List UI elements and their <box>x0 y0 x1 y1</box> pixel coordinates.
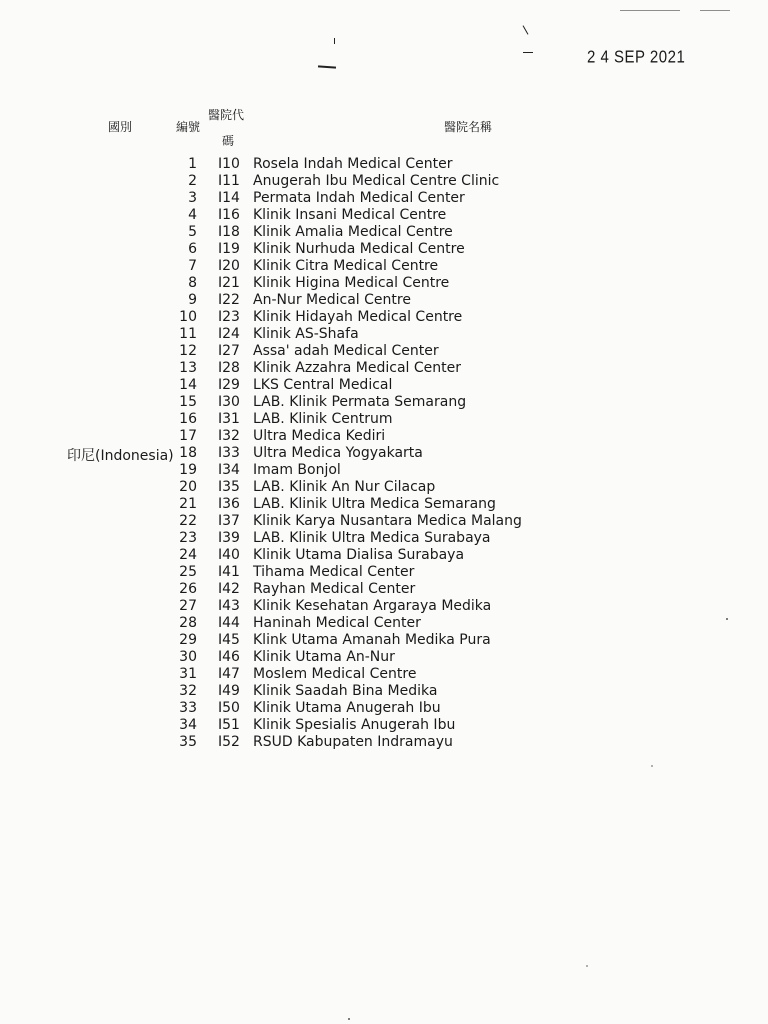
hospital-code: I52 <box>218 734 240 750</box>
table-row <box>0 666 768 683</box>
hospital-code: I42 <box>218 581 240 597</box>
hospital-name: Klinik Nurhuda Medical Centre <box>253 241 465 257</box>
row-number: 21 <box>179 496 197 512</box>
hospital-code: I16 <box>218 207 240 223</box>
hospital-code: I39 <box>218 530 240 546</box>
hospital-name: Klink Utama Amanah Medika Pura <box>253 632 491 648</box>
row-number: 27 <box>179 598 197 614</box>
row-number: 24 <box>179 547 197 563</box>
hospital-name: LAB. Klinik An Nur Cilacap <box>253 479 436 495</box>
hospital-name: Klinik Citra Medical Centre <box>253 258 439 274</box>
row-number: 10 <box>179 309 197 325</box>
hospital-code: I20 <box>218 258 240 274</box>
row-number: 29 <box>179 632 197 648</box>
row-number: 33 <box>179 700 197 716</box>
row-number: 25 <box>179 564 197 580</box>
hospital-code: I11 <box>218 173 240 189</box>
hospital-code: I27 <box>218 343 240 359</box>
hospital-name: Anugerah Ibu Medical Centre Clinic <box>253 173 500 189</box>
hospital-name: Klinik AS-Shafa <box>253 326 359 342</box>
hospital-name: Tihama Medical Center <box>253 564 415 580</box>
hospital-name: Klinik Utama Dialisa Surabaya <box>253 547 465 563</box>
table-row <box>0 445 768 462</box>
row-number: 35 <box>179 734 197 750</box>
scan-mark <box>523 25 529 34</box>
hospital-code: I44 <box>218 615 240 631</box>
row-number: 12 <box>179 343 197 359</box>
row-number: 31 <box>179 666 197 682</box>
hospital-code: I21 <box>218 275 240 291</box>
table-row <box>0 462 768 479</box>
hospital-code: I36 <box>218 496 240 512</box>
hospital-name: Rosela Indah Medical Center <box>253 156 453 172</box>
row-number: 7 <box>188 258 197 274</box>
hospital-name: Klinik Spesialis Anugerah Ibu <box>253 717 456 733</box>
scan-speck <box>348 1018 350 1020</box>
hospital-name: Klinik Azzahra Medical Center <box>253 360 461 376</box>
hospital-name: RSUD Kabupaten Indramayu <box>253 734 453 750</box>
hospital-name: LAB. Klinik Ultra Medica Semarang <box>253 496 496 512</box>
hospital-list <box>0 156 768 751</box>
header-code-line2: 碼 <box>222 134 235 148</box>
row-number: 34 <box>179 717 197 733</box>
hospital-code: I49 <box>218 683 240 699</box>
hospital-code: I29 <box>218 377 240 393</box>
row-number: 28 <box>179 615 197 631</box>
table-row <box>0 479 768 496</box>
row-number: 1 <box>188 156 197 172</box>
row-number: 15 <box>179 394 197 410</box>
row-number: 22 <box>179 513 197 529</box>
hospital-code: I51 <box>218 717 240 733</box>
hospital-name: Klinik Karya Nusantara Medica Malang <box>253 513 522 529</box>
hospital-code: I23 <box>218 309 240 325</box>
hospital-name: Klinik Insani Medical Centre <box>253 207 447 223</box>
hospital-name: LKS Central Medical <box>253 377 393 393</box>
hospital-name: Klinik Kesehatan Argaraya Medika <box>253 598 492 614</box>
date-stamp: 2 4 SEP 2021 <box>587 47 686 68</box>
table-row <box>0 530 768 547</box>
scan-speck <box>651 765 653 767</box>
scan-mark <box>523 52 533 53</box>
row-number: 4 <box>188 207 197 223</box>
table-row <box>0 632 768 649</box>
table-row <box>0 224 768 241</box>
table-row <box>0 207 768 224</box>
hospital-name: Permata Indah Medical Center <box>253 190 465 206</box>
hospital-code: I37 <box>218 513 240 529</box>
hospital-name: Haninah Medical Center <box>253 615 421 631</box>
hospital-code: I22 <box>218 292 240 308</box>
table-row <box>0 360 768 377</box>
hospital-code: I24 <box>218 326 240 342</box>
table-row <box>0 411 768 428</box>
row-number: 23 <box>179 530 197 546</box>
header-number: 編號 <box>176 120 201 134</box>
table-row <box>0 275 768 292</box>
hospital-name: LAB. Klinik Centrum <box>253 411 393 427</box>
hospital-name: Rayhan Medical Center <box>253 581 416 597</box>
table-row <box>0 258 768 275</box>
scan-mark <box>620 10 680 11</box>
table-row <box>0 649 768 666</box>
table-row <box>0 377 768 394</box>
country-label: 印尼(Indonesia) <box>67 448 174 464</box>
row-number: 11 <box>179 326 197 342</box>
hospital-code: I41 <box>218 564 240 580</box>
row-number: 26 <box>179 581 197 597</box>
hospital-code: I50 <box>218 700 240 716</box>
row-number: 32 <box>179 683 197 699</box>
row-number: 5 <box>188 224 197 240</box>
table-row <box>0 326 768 343</box>
hospital-name: LAB. Klinik Permata Semarang <box>253 394 467 410</box>
table-row <box>0 173 768 190</box>
hospital-code: I43 <box>218 598 240 614</box>
table-row <box>0 343 768 360</box>
row-number: 18 <box>179 445 197 461</box>
hospital-code: I32 <box>218 428 240 444</box>
row-number: 16 <box>179 411 197 427</box>
table-row <box>0 683 768 700</box>
table-row <box>0 513 768 530</box>
row-number: 19 <box>179 462 197 478</box>
table-row <box>0 309 768 326</box>
hospital-code: I14 <box>218 190 240 206</box>
hospital-name: Klinik Amalia Medical Centre <box>253 224 453 240</box>
row-number: 14 <box>179 377 197 393</box>
header-code-line1: 醫院代 <box>208 108 245 122</box>
hospital-name: Klinik Utama Anugerah Ibu <box>253 700 441 716</box>
hospital-code: I40 <box>218 547 240 563</box>
row-number: 20 <box>179 479 197 495</box>
table-row <box>0 598 768 615</box>
row-number: 30 <box>179 649 197 665</box>
table-row <box>0 700 768 717</box>
row-number: 3 <box>188 190 197 206</box>
hospital-name: Klinik Utama An-Nur <box>253 649 395 665</box>
hospital-code: I19 <box>218 241 240 257</box>
hospital-code: I31 <box>218 411 240 427</box>
row-number: 6 <box>188 241 197 257</box>
hospital-code: I46 <box>218 649 240 665</box>
row-number: 9 <box>188 292 197 308</box>
hospital-code: I30 <box>218 394 240 410</box>
hospital-name: Klinik Saadah Bina Medika <box>253 683 438 699</box>
table-row <box>0 734 768 751</box>
hospital-code: I45 <box>218 632 240 648</box>
hospital-name: Imam Bonjol <box>253 462 341 478</box>
hospital-name: Ultra Medica Yogyakarta <box>253 445 423 461</box>
header-country: 國別 <box>108 120 133 134</box>
table-row <box>0 241 768 258</box>
hospital-name: Klinik Higina Medical Centre <box>253 275 450 291</box>
hospital-code: I35 <box>218 479 240 495</box>
hospital-name: An-Nur Medical Centre <box>253 292 411 308</box>
table-row <box>0 564 768 581</box>
table-row <box>0 547 768 564</box>
hospital-name: Klinik Hidayah Medical Centre <box>253 309 463 325</box>
scan-mark <box>334 38 335 44</box>
table-row <box>0 428 768 445</box>
hospital-name: Ultra Medica Kediri <box>253 428 386 444</box>
row-number: 13 <box>179 360 197 376</box>
scan-mark <box>700 10 730 11</box>
table-row <box>0 581 768 598</box>
row-number: 17 <box>179 428 197 444</box>
hospital-code: I33 <box>218 445 240 461</box>
hospital-code: I28 <box>218 360 240 376</box>
hospital-name: Moslem Medical Centre <box>253 666 417 682</box>
hospital-code: I34 <box>218 462 240 478</box>
hospital-name: Assa' adah Medical Center <box>253 343 439 359</box>
hospital-code: I47 <box>218 666 240 682</box>
header-hospital-name: 醫院名稱 <box>444 120 493 134</box>
hospital-code: I18 <box>218 224 240 240</box>
table-row <box>0 717 768 734</box>
row-number: 8 <box>188 275 197 291</box>
hospital-code: I10 <box>218 156 240 172</box>
table-row <box>0 156 768 173</box>
table-row <box>0 394 768 411</box>
table-row <box>0 615 768 632</box>
scan-speck <box>586 965 588 967</box>
table-row <box>0 190 768 207</box>
scan-mark <box>318 65 336 68</box>
table-row <box>0 496 768 513</box>
table-row <box>0 292 768 309</box>
hospital-name: LAB. Klinik Ultra Medica Surabaya <box>253 530 491 546</box>
row-number: 2 <box>188 173 197 189</box>
